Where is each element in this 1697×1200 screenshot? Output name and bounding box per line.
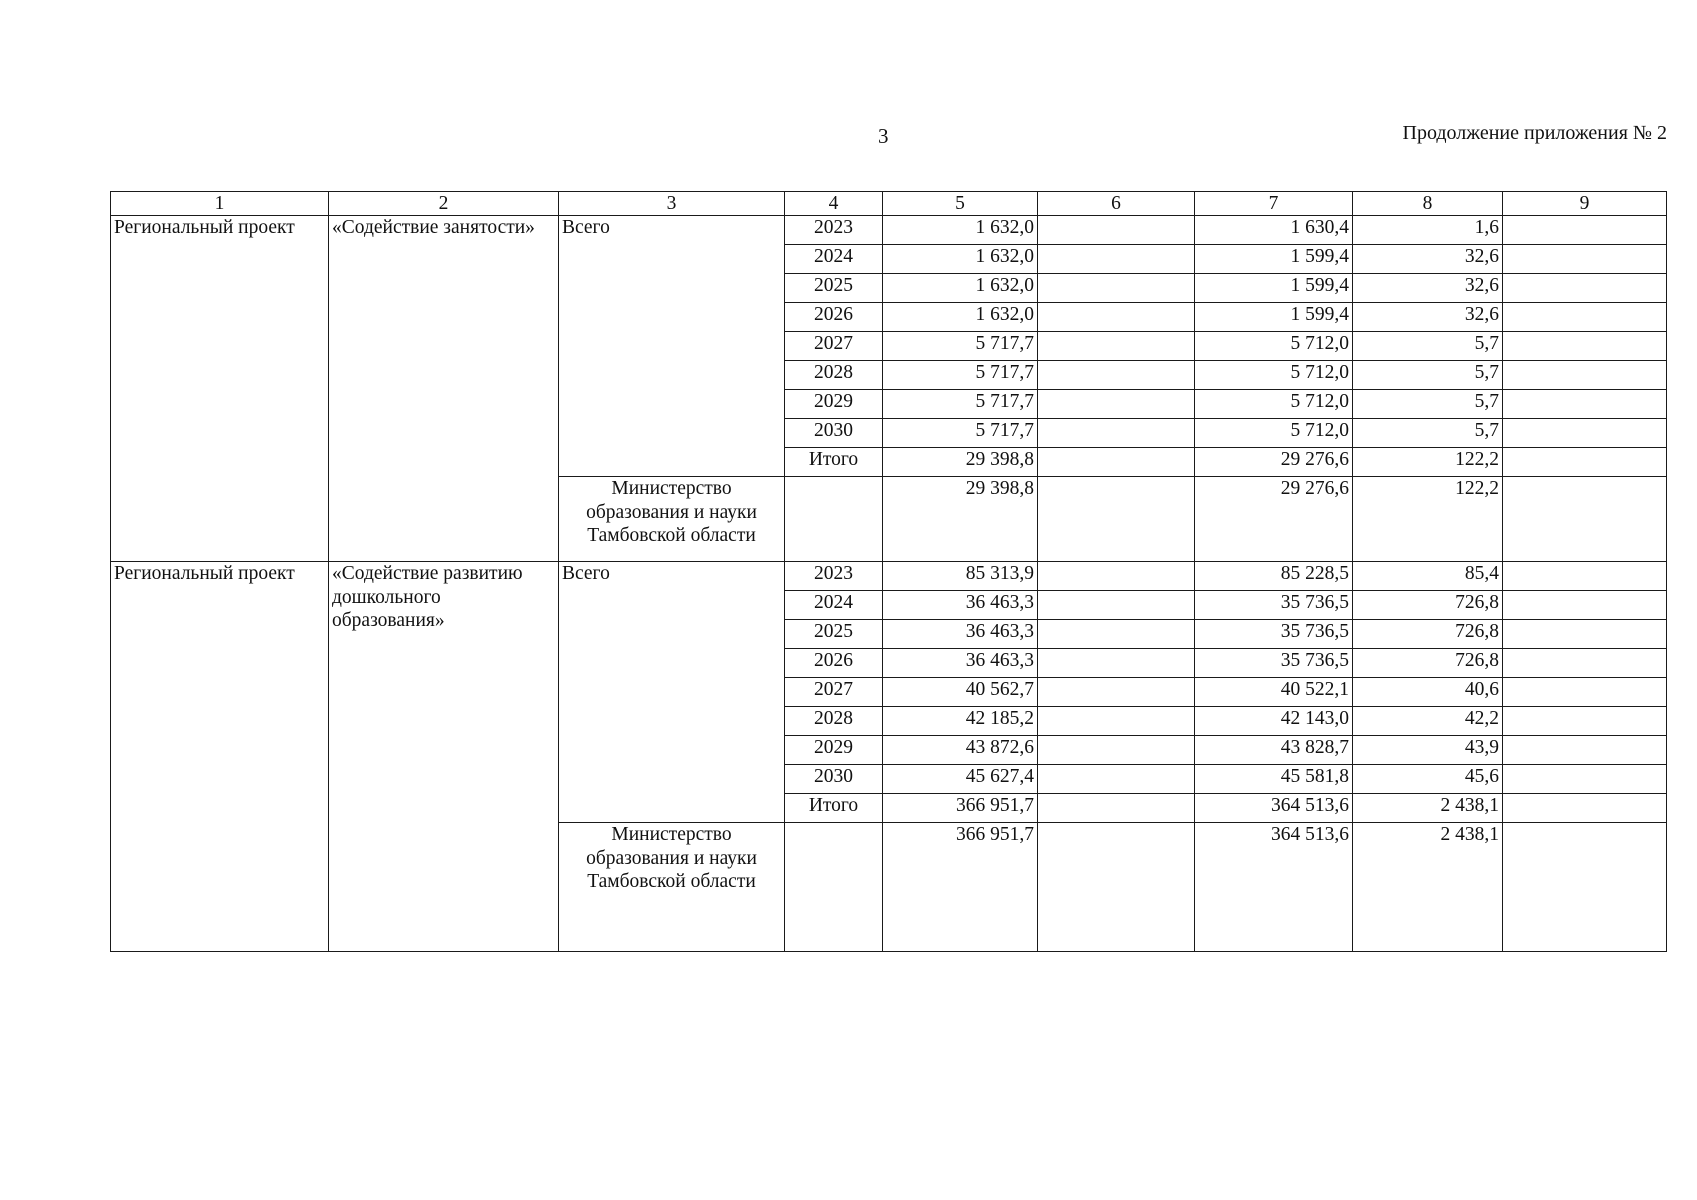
value-cell-col7: 364 513,6	[1195, 823, 1353, 952]
column-header: 4	[785, 192, 883, 216]
value-cell-col6	[1038, 562, 1195, 591]
ministry-name-cell: Министерство образования и науки Тамбовской области	[559, 823, 785, 952]
value-cell-col8: 5,7	[1353, 390, 1503, 419]
year-cell: Итого	[785, 794, 883, 823]
appendix-continuation-note: Продолжение приложения № 2	[1402, 122, 1667, 144]
value-cell-col7: 5 712,0	[1195, 361, 1353, 390]
value-cell-col8: 32,6	[1353, 274, 1503, 303]
value-cell-col5: 29 398,8	[883, 448, 1038, 477]
ministry-name-cell: Министерство образования и науки Тамбовской области	[559, 477, 785, 562]
table-row	[111, 562, 1667, 591]
value-cell-col9	[1503, 765, 1667, 794]
value-cell-col7: 35 736,5	[1195, 591, 1353, 620]
value-cell-col7: 1 599,4	[1195, 245, 1353, 274]
value-cell-col6	[1038, 794, 1195, 823]
value-cell-col9	[1503, 390, 1667, 419]
value-cell-col5: 40 562,7	[883, 678, 1038, 707]
value-cell-col6	[1038, 620, 1195, 649]
year-cell: 2024	[785, 245, 883, 274]
value-cell-col5: 36 463,3	[883, 649, 1038, 678]
column-header: 7	[1195, 192, 1353, 216]
year-cell	[785, 477, 883, 562]
column-header: 1	[111, 192, 329, 216]
value-cell-col7: 1 599,4	[1195, 274, 1353, 303]
column-header: 6	[1038, 192, 1195, 216]
table-row	[111, 216, 1667, 245]
value-cell-col9	[1503, 419, 1667, 448]
column-header: 9	[1503, 192, 1667, 216]
value-cell-col9	[1503, 448, 1667, 477]
year-cell: 2025	[785, 620, 883, 649]
column-number-row	[111, 192, 1667, 216]
value-cell-col8: 2 438,1	[1353, 794, 1503, 823]
year-cell: 2026	[785, 649, 883, 678]
value-cell-col9	[1503, 649, 1667, 678]
value-cell-col6	[1038, 332, 1195, 361]
value-cell-col8: 726,8	[1353, 620, 1503, 649]
value-cell-col8: 1,6	[1353, 216, 1503, 245]
value-cell-col5: 85 313,9	[883, 562, 1038, 591]
value-cell-col6	[1038, 361, 1195, 390]
value-cell-col7: 1 599,4	[1195, 303, 1353, 332]
value-cell-col9	[1503, 216, 1667, 245]
value-cell-col5: 366 951,7	[883, 823, 1038, 952]
value-cell-col5: 29 398,8	[883, 477, 1038, 562]
value-cell-col5: 45 627,4	[883, 765, 1038, 794]
value-cell-col8: 42,2	[1353, 707, 1503, 736]
value-cell-col9	[1503, 591, 1667, 620]
value-cell-col7: 42 143,0	[1195, 707, 1353, 736]
value-cell-col6	[1038, 736, 1195, 765]
table-body	[111, 216, 1667, 952]
value-cell-col6	[1038, 390, 1195, 419]
value-cell-col5: 1 632,0	[883, 303, 1038, 332]
value-cell-col7: 35 736,5	[1195, 649, 1353, 678]
value-cell-col8: 40,6	[1353, 678, 1503, 707]
value-cell-col8: 85,4	[1353, 562, 1503, 591]
value-cell-col5: 1 632,0	[883, 216, 1038, 245]
year-cell: 2027	[785, 678, 883, 707]
value-cell-col6	[1038, 678, 1195, 707]
value-cell-col7: 35 736,5	[1195, 620, 1353, 649]
value-cell-col6	[1038, 823, 1195, 952]
value-cell-col9	[1503, 794, 1667, 823]
project-type-cell: Региональный проект	[111, 562, 329, 952]
value-cell-col5: 43 872,6	[883, 736, 1038, 765]
value-cell-col9	[1503, 620, 1667, 649]
page-number: 3	[878, 124, 889, 148]
value-cell-col7: 29 276,6	[1195, 448, 1353, 477]
value-cell-col8: 5,7	[1353, 332, 1503, 361]
value-cell-col7: 45 581,8	[1195, 765, 1353, 794]
table-header	[111, 192, 1667, 216]
year-cell: 2028	[785, 361, 883, 390]
value-cell-col5: 5 717,7	[883, 332, 1038, 361]
project-name-cell: «Содействие развитию дошкольного образования»	[329, 562, 559, 952]
year-cell: 2029	[785, 736, 883, 765]
value-cell-col5: 42 185,2	[883, 707, 1038, 736]
year-cell: 2025	[785, 274, 883, 303]
value-cell-col9	[1503, 274, 1667, 303]
year-cell: 2030	[785, 765, 883, 794]
value-cell-col6	[1038, 477, 1195, 562]
value-cell-col6	[1038, 765, 1195, 794]
budget-table	[110, 191, 1667, 952]
value-cell-col9	[1503, 303, 1667, 332]
value-cell-col7: 5 712,0	[1195, 332, 1353, 361]
value-cell-col8: 5,7	[1353, 419, 1503, 448]
value-cell-col9	[1503, 361, 1667, 390]
value-cell-col8: 43,9	[1353, 736, 1503, 765]
value-cell-col8: 32,6	[1353, 245, 1503, 274]
year-cell: 2030	[785, 419, 883, 448]
value-cell-col7: 5 712,0	[1195, 419, 1353, 448]
value-cell-col9	[1503, 736, 1667, 765]
project-type-cell: Региональный проект	[111, 216, 329, 562]
value-cell-col7: 43 828,7	[1195, 736, 1353, 765]
year-cell: 2023	[785, 562, 883, 591]
value-cell-col8: 122,2	[1353, 477, 1503, 562]
value-cell-col5: 5 717,7	[883, 390, 1038, 419]
year-cell: 2026	[785, 303, 883, 332]
value-cell-col5: 5 717,7	[883, 419, 1038, 448]
column-header: 2	[329, 192, 559, 216]
value-cell-col7: 85 228,5	[1195, 562, 1353, 591]
year-cell: 2028	[785, 707, 883, 736]
value-cell-col7: 40 522,1	[1195, 678, 1353, 707]
value-cell-col8: 45,6	[1353, 765, 1503, 794]
value-cell-col5: 1 632,0	[883, 245, 1038, 274]
value-cell-col5: 36 463,3	[883, 591, 1038, 620]
value-cell-col6	[1038, 448, 1195, 477]
value-cell-col7: 1 630,4	[1195, 216, 1353, 245]
year-cell: 2027	[785, 332, 883, 361]
value-cell-col6	[1038, 216, 1195, 245]
value-cell-col6	[1038, 649, 1195, 678]
value-cell-col9	[1503, 678, 1667, 707]
value-cell-col6	[1038, 274, 1195, 303]
year-cell: 2024	[785, 591, 883, 620]
value-cell-col7: 364 513,6	[1195, 794, 1353, 823]
column-header: 3	[559, 192, 785, 216]
value-cell-col9	[1503, 332, 1667, 361]
value-cell-col7: 5 712,0	[1195, 390, 1353, 419]
year-cell: 2029	[785, 390, 883, 419]
value-cell-col9	[1503, 245, 1667, 274]
funding-source-cell: Всего	[559, 562, 785, 823]
value-cell-col8: 2 438,1	[1353, 823, 1503, 952]
value-cell-col8: 122,2	[1353, 448, 1503, 477]
funding-source-cell: Всего	[559, 216, 785, 477]
value-cell-col8: 5,7	[1353, 361, 1503, 390]
value-cell-col8: 32,6	[1353, 303, 1503, 332]
value-cell-col5: 5 717,7	[883, 361, 1038, 390]
value-cell-col9	[1503, 477, 1667, 562]
value-cell-col5: 1 632,0	[883, 274, 1038, 303]
value-cell-col5: 366 951,7	[883, 794, 1038, 823]
value-cell-col6	[1038, 591, 1195, 620]
value-cell-col6	[1038, 245, 1195, 274]
project-name-cell: «Содействие занятости»	[329, 216, 559, 562]
value-cell-col7: 29 276,6	[1195, 477, 1353, 562]
value-cell-col8: 726,8	[1353, 649, 1503, 678]
year-cell: 2023	[785, 216, 883, 245]
value-cell-col9	[1503, 562, 1667, 591]
year-cell: Итого	[785, 448, 883, 477]
column-header: 8	[1353, 192, 1503, 216]
year-cell	[785, 823, 883, 952]
value-cell-col8: 726,8	[1353, 591, 1503, 620]
value-cell-col6	[1038, 419, 1195, 448]
value-cell-col6	[1038, 707, 1195, 736]
value-cell-col5: 36 463,3	[883, 620, 1038, 649]
value-cell-col9	[1503, 707, 1667, 736]
value-cell-col9	[1503, 823, 1667, 952]
column-header: 5	[883, 192, 1038, 216]
value-cell-col6	[1038, 303, 1195, 332]
